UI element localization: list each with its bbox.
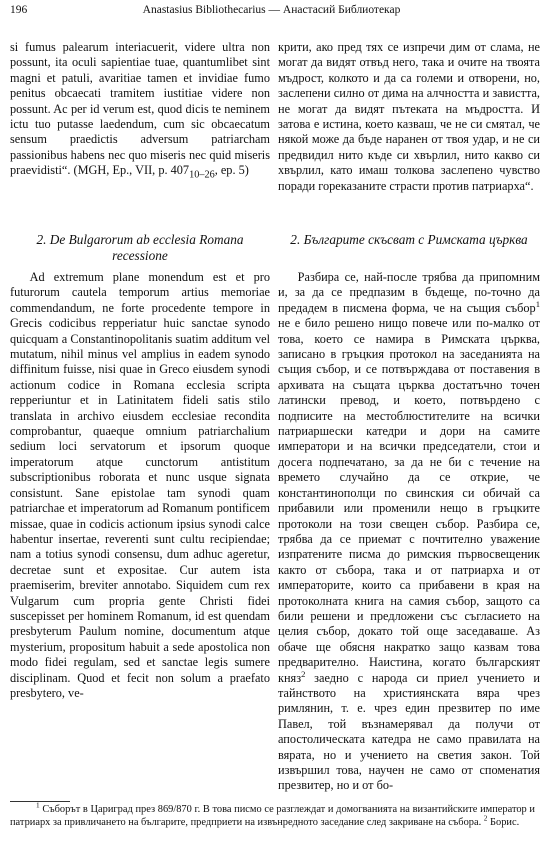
latin-body-paragraph — [10, 270, 270, 701]
latin-citation-end: , ep. 5) — [214, 163, 249, 178]
bulgarian-top-text: крити, ако пред тях се изпречи дим от слама, не могат да видят отвъд него, така и очите на твоята мъдрост, колкото и да са големи и отворени, но, заслепени силно от дима на алчността и завистта, не могат да видят пътеката на мъдростта. И затова е истина, което казваш, че не си смятал, че някой може да бъде наранен от твоя удар, и не си предвидил нито къде си хвърлил, нито какво си хвърлил, като имаш толкова заслепено чувство поради гореказаните страсти против патриарха“. — [278, 40, 540, 193]
footnotes — [10, 801, 535, 829]
bulgarian-heading-text: 2. Българите скъсват с Римската църква — [290, 232, 528, 247]
bulgarian-top-paragraph — [278, 40, 540, 194]
latin-body-text: Ad extremum plane monendum est et pro futurorum cautela temporum artius memoriae commendandum, ne forte procedente tempore in Grecis codicibus repperiatur huic sanctae synodo quicquam a Constantinopolitanis suatim additum vel mutatum, nihil minus vel amplius in eadem synodo diffinitum fuisse, nisi quae in Greco eiusdem synodi actionum codice in Romana ecclesia scripta repperiuntur et in Latinitatem fideli satis stilo translata in archivo eiusdem ecclesiae recondita comprobantur, quaeque omnium patriarchalium sedium loci servatorum et ipsorum quoque imperatorum atque cunctorum antistitum subscriptionibus roborata et nunc usque signata consistunt. Sane epistolae tam synodi quam patriarchae et imperatorum ad Romanum pontificem missae, quae in codicis actionum ipsius synodi calce habentur insertae, reverenti sunt cultu recipiendae; nam a totius synodi consensu, dum adhuc ageretur, decretae sunt et expositae. Cur autem ista praemiserim, breviter annotabo. Siquidem cum rex Vulgarum cum propria gente Christi fidei suscepisset per hominem Romanum, id est quendam presbyterum Paulum nomine, documentum atque mysterium, propositum habuit a sede apostolica non modo fidei regulam, sed et sanctae legis sumere disciplinam. Quod et fecit non solum a praefato presbytero, ve- — [10, 270, 270, 700]
footnote-ref-1[interactable]: 1 — [535, 298, 540, 309]
bulgarian-body-paragraph — [278, 270, 540, 794]
footnote-1-number: 1 — [36, 801, 40, 810]
footnote-1-text: Съборът в Цариград през 869/870 г. В това писмо се разглеждат и домогванията на византийските император и патриарх за привличането на българите, предприети на извънредното заседание след закриване на събора. — [10, 804, 535, 828]
footnote-1 — [10, 801, 535, 829]
footnote-2-text: Борис. — [487, 816, 520, 828]
bulgarian-body-part-a: Разбира се, най-после трябва да припомним и, за да се предпазим в бъдеще, по-точно да предадем в писмена форма, че на същия събор — [278, 270, 540, 315]
page-header — [10, 4, 533, 20]
latin-citation-lines: 10–26 — [189, 169, 215, 181]
latin-section-heading — [10, 232, 270, 264]
footnote-rule — [10, 801, 70, 802]
latin-heading-line-1: 2. De Bulgarorum ab ecclesia Romana — [36, 232, 244, 247]
bulgarian-body-part-c: заедно с народа си приел учението и тайнството на християнската вяра чрез римлянин, т. е. чрез един презвитер по име Павел, той възнамерявал да получи от апостолическата катедра не само правилата на вярата, но и учението на светия закон. Той извършил това, научен не само от споменатия презвитер, но и от бо- — [278, 670, 540, 793]
latin-top-text: si fumus palearum interiacuerit, videre ultra non possunt, ita oculi sapientiae tuae, quantumlibet sint magni et patuli, avaritiae tamen et invidiae fumo penitus obcaecati tramitem iustitiae videre non possunt. Ac per id verum est, quod dicis te neminem ictu tuo putasse laedendum, cum sic obcaecatum sensum praedictis adversum patriarcham passionibus habens nec quo miseris nec quid miseris praevidisti“. (MGH, Ep., VII, p. 407 — [10, 40, 270, 178]
latin-heading-line-2: recessione — [112, 248, 168, 263]
running-title: Anastasius Bibliothecarius — Анастасий Библиотекар — [142, 4, 401, 16]
page-number: 196 — [10, 4, 28, 16]
bulgarian-section-heading — [278, 232, 540, 248]
latin-top-paragraph — [10, 40, 270, 183]
bulgarian-body-part-b: не е било решено нищо повече или по-малко от това, което се намира в Римската църква, записано в гръцкия протокол на заседанията на същия събор, и се потвърждава от поставения в архивата на същата църква достатъчно точен латински превод, и което, потвърдено с подписите на местоблюстителите на всички патриаршески катедри и дори на самите императори и на всички председатели, стои и досега подпечатано, за да не би с течение на времето случайно да се открие, че константинополци по свинския си обичай са прибавили или променили нещо в гръцките протоколи на този свещен събор. Разбира се, трябва да се приемат с почтително уважение изпратените писма до римския първосвещеник както от събора, така и от патриарха и от императорите, които са прибавени в края на протоколната книга на самия събор, защото са били решени и предложени със съгласието на целия събор, докато той още заседаваше. Аз обаче ще обясня накратко защо казвам това предварително. Наистина, когато българският княз — [278, 316, 540, 685]
footnote-2-number: 2 — [483, 814, 488, 823]
footnote-ref-2[interactable]: 2 — [301, 668, 306, 679]
